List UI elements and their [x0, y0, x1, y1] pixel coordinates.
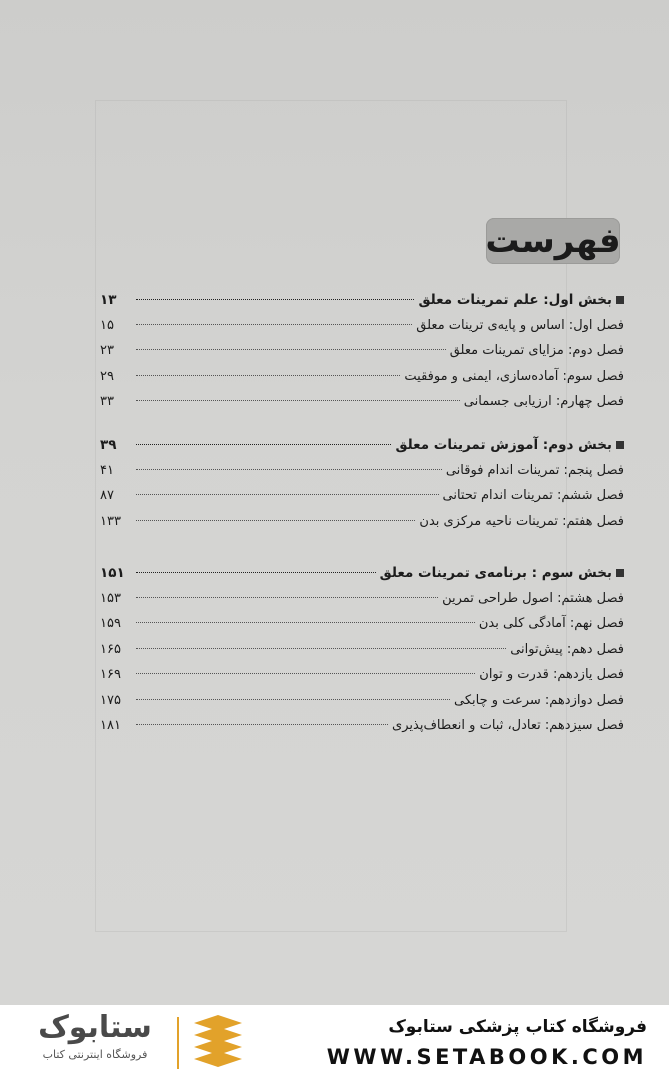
chapter-title: فصل دوازدهم: سرعت و چابکی [454, 692, 624, 708]
chapter-title: فصل پنجم: تمرینات اندام فوقانی [445, 462, 624, 478]
dot-leader [136, 324, 412, 325]
section-row [100, 565, 624, 591]
chapter-title: فصل نهم: آمادگی کلی بدن [478, 616, 624, 631]
chapter-row [100, 318, 624, 344]
chapter-page: ۲۹ [100, 368, 114, 384]
toc-section-2 [100, 437, 624, 539]
store-name: فروشگاه کتاب پزشکی ستابوک [388, 1017, 647, 1037]
dot-leader [136, 648, 506, 649]
toc-section-3 [100, 565, 624, 744]
square-bullet-icon [616, 296, 624, 304]
chapter-row [100, 463, 624, 489]
logo-tagline: فروشگاه اینترنتی کتاب [42, 1048, 148, 1061]
dot-leader [136, 699, 450, 700]
chapter-row [100, 488, 624, 514]
chapter-page: ۱۵ [100, 317, 114, 333]
chapter-row [100, 369, 624, 395]
chapter-title: فصل سوم: آماده‌سازی، ایمنی و موفقیت [404, 368, 624, 384]
section-row [100, 292, 624, 318]
chapter-page: ۱۶۹ [100, 667, 121, 682]
chapter-page: ۱۷۵ [100, 692, 121, 708]
section-page: ۳۹ [100, 437, 117, 453]
dot-leader [136, 673, 475, 674]
dot-leader [136, 469, 442, 470]
section-page: ۱۵۱ [100, 565, 125, 581]
chapter-page: ۱۵۹ [100, 616, 121, 631]
dot-leader [136, 400, 460, 401]
chapter-title: فصل اول: اساس و پایه‌ی ترینات معلق [416, 317, 624, 333]
chapter-title: فصل هفتم: تمرینات ناحیه مرکزی بدن [419, 513, 624, 529]
toc-title: فهرست [486, 218, 620, 264]
dot-leader [136, 520, 415, 521]
chapter-page: ۲۳ [100, 343, 114, 358]
chapter-row [100, 667, 624, 693]
chapter-page: ۱۶۵ [100, 641, 121, 657]
chapter-row [100, 693, 624, 719]
chapter-row [100, 642, 624, 668]
dot-leader [136, 494, 439, 495]
chapter-title: فصل هشتم: اصول طراحی تمرین [442, 590, 624, 606]
dot-leader [136, 572, 376, 573]
chapter-row [100, 616, 624, 642]
setabook-logo-icon [190, 1013, 246, 1071]
logo-wordmark: ستابوک [38, 1010, 152, 1045]
dot-leader [136, 375, 400, 376]
chapter-row [100, 718, 624, 744]
chapter-title: فصل دوم: مزایای تمرینات معلق [449, 343, 624, 358]
chapter-row [100, 514, 624, 540]
section-page: ۱۳ [100, 292, 117, 308]
dot-leader [136, 299, 414, 300]
chapter-title: فصل چهارم: ارزیابی جسمانی [463, 394, 624, 409]
logo-divider [177, 1017, 179, 1069]
chapter-page: ۳۳ [100, 394, 114, 409]
chapter-page: ۱۸۱ [100, 718, 121, 733]
chapter-row [100, 394, 624, 420]
chapter-page: ۴۱ [100, 462, 114, 478]
dot-leader [136, 597, 438, 598]
dot-leader [136, 622, 475, 623]
dot-leader [136, 444, 391, 445]
chapter-title: فصل یازدهم: قدرت و توان [479, 667, 624, 682]
square-bullet-icon [616, 441, 624, 449]
section-title: بخش سوم : برنامه‌ی تمرینات معلق [379, 565, 612, 581]
chapter-page: ۱۵۳ [100, 590, 121, 606]
dot-leader [136, 349, 446, 350]
chapter-page: ۸۷ [100, 488, 114, 503]
section-row [100, 437, 624, 463]
toc-section-1 [100, 292, 624, 420]
dot-leader [136, 724, 388, 725]
section-title: بخش اول: علم تمرینات معلق [418, 292, 612, 308]
chapter-title: فصل ششم: تمرینات اندام تحتانی [442, 488, 624, 503]
store-url[interactable]: WWW.SETABOOK.COM [326, 1045, 647, 1069]
chapter-title: فصل سیزدهم: تعادل، ثبات و انعطاف‌پذیری [392, 718, 624, 733]
square-bullet-icon [616, 569, 624, 577]
chapter-row [100, 343, 624, 369]
chapter-title: فصل دهم: پیش‌توانی [510, 641, 624, 657]
chapter-row [100, 591, 624, 617]
section-title: بخش دوم: آموزش تمرینات معلق [395, 437, 612, 453]
chapter-page: ۱۳۳ [100, 513, 121, 529]
